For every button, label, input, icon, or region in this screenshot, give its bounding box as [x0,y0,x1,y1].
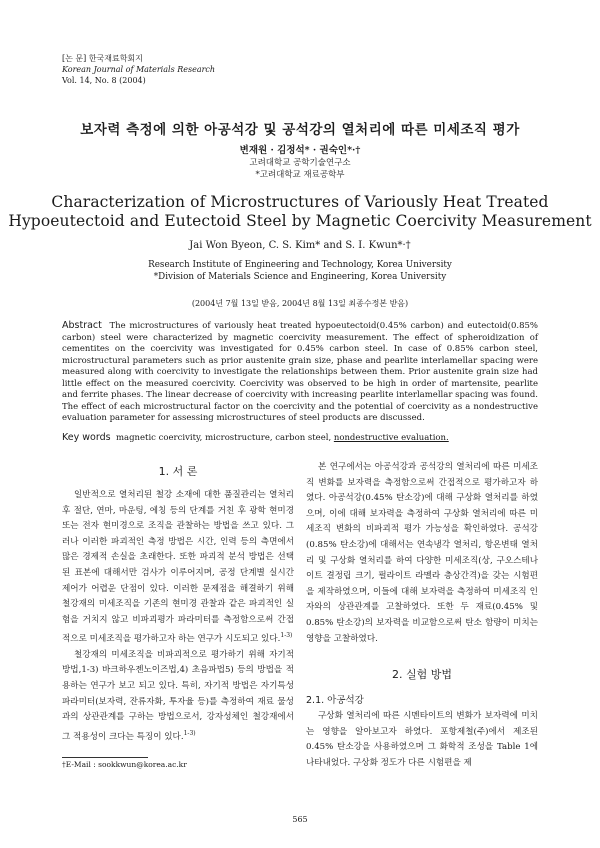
abstract-label: Abstract [62,320,102,331]
english-authors: Jai Won Byeon, C. S. Kim* and S. I. Kwun*·† [189,240,411,251]
korean-title: 보자력 측정에 의한 아공석강 및 공석강의 열처리에 따른 미세조직 평가 [80,122,520,138]
journal-name-english: Korean Journal of Materials Research [62,65,216,74]
intro-paragraph-2 [62,648,294,745]
intro-paragraph-1-ref: 1-3) [280,632,293,640]
journal-volume: Vol. 14, No. 8 (2004) [62,76,146,85]
english-affiliations [0,259,600,283]
subsection-paragraph-1: 구상화 열처리에 따른 시멘타이트의 변화가 보자력에 미치는 영향을 알아보고자 하였다. 포항제철(주)에서 제조된 0.45% 탄소강을 사용하였으며 그 화학적 조성을 Table 1에 나타내었다. 구상화 정도가 다른 시험편을 제 [306,711,538,768]
intro-paragraph-1-text: 일반적으로 열처리된 철강 소재에 대한 품질관리는 열처리 후 절단, 연마, 마운팅, 에칭 등의 단계를 거친 후 광학 현미경 또는 전자 현미경으로 조직을 관찰하는 방법을 쓰고 있다. 그러나 이러한 파괴적인 측정 방법은 시간, 인력 등의 측면에서 많은 경제적 손실을 초래한다. 또한 파괴적 분석 방법은 선택된 표본에 대해서만 검사가 이루어지며, 공정 단계별 실시간 제어가 어렵운 단점이 있다. 이러한 문제점을 해결하기 위해 철강재의 미세조직을 기존의 현미경 관찰과 같은 파괴적인 실험을 거치지 않고 비파괴평가 파라미터를 측정함으로써 간접적으로 미세조직을 평가하고자 하는 연구가 시도되고 있다. [62,490,294,645]
received-dates: (2004년 7월 13일 받음, 2004년 8월 13일 최종수정본 받음) [191,299,409,308]
intro-paragraph-2-ref: 1-3) [183,729,196,737]
english-title-line-2: Hypoeutectoid and Eutectoid Steel by Magnetic Coercivity Measurement [8,212,592,230]
english-affiliation-1: Research Institute of Engineering and Technology, Korea University [148,260,452,270]
section-heading-intro: 1. 서 론 [158,465,198,478]
korean-affiliation-1: 고려대학교 공학기술연구소 [249,158,351,168]
left-column [62,460,294,745]
korean-authors: 변재원 · 김정석* · 권숙인*·† [239,145,361,156]
right-column [306,460,538,772]
english-title-line-1: Characterization of Microstructures of Variously Heat Treated [51,193,549,211]
english-title [0,193,600,231]
english-affiliation-2: *Division of Materials Science and Engineering, Korea University [153,272,447,282]
intro-paragraph-2-text: 철강재의 미세조직을 비파괴적으로 평가하기 위해 자기적 방법,1-3) 바크하우젠노이즈법,4) 초음파법5) 등의 방법을 적용하는 연구가 보고 되고 있다. 특히, 자기적 방법은 자기특성 파라미터(보자력, 잔류자화, 투자율 등)를 측정하여 재료 물성과의 상관관계를 구하는 방법으로서, 강자성체인 철강재에서 그 적용성이 크다는 특징이 있다. [62,649,294,742]
intro-paragraph-1 [62,488,294,648]
subsection-heading: 2.1. 아공석강 [306,695,364,707]
footnote-rule [62,757,148,758]
abstract [62,320,538,425]
keywords-underlined: nondestructive evaluation. [333,433,449,443]
footnote-email: †E-Mail : sookkwun@korea.ac.kr [62,760,187,769]
korean-affiliation-2: *고려대학교 재료공학부 [255,170,345,180]
keywords-text: magnetic coercivity, microstructure, carbon steel, [115,433,332,443]
keywords-label: Key words [62,432,111,443]
section-heading-method: 2. 실험 방법 [392,668,452,682]
page-number: 565 [292,815,308,824]
korean-affiliations [0,157,600,181]
right-paragraph-1: 본 연구에서는 아공석강과 공석강의 열처리에 따른 미세조직 변화를 보자력을 측정함으로써 간접적으로 평가하고자 하였다. 아공석강(0.45% 탄소강)에 대해 구상화 열처리를 하였으며, 이에 대해 보자력을 측정하여 구상화 열처리에 따른 미세조직 변화의 비파괴적 평가 가능성을 확인하였다. 공석강(0.85% 탄소강)에 대해서는 연속냉각 열처리, 항온변태 열처리 및 구상화 열처리를 하여 다양한 미세조직(상, 구오스테나이트 결정립 크기, 펄라이트 라멜라 층상간격)을 갖는 시험편을 제작하였으며, 이들에 대해 보자력을 측정하여 미세조직 인자와의 상관관계를 고찰하였다. 또한 두 재료(0.45% 및 0.85% 탄소강)의 보자력을 비교함으로써 탄소 함량이 미치는 영향을 고찰하였다. [306,462,538,644]
abstract-text: The microstructures of variously heat treated hypoeutectoid(0.45% carbon) and eutectoid(0.85% carbon) steel were characterized by magnetic coercivity measurement. The effect of spheroidization of cementites on the coercivity was investigated for 0.45% carbon steel. In case of 0.85% carbon steel, microstructural parameters such as prior austenite grain size, phase and pearlite interlamellar spacing were measured along with coercivity to investigate the relationships between them. Prior austenite grain size had little effect on the measured coercivity. Coercivity was observed to be high in order of martensite, pearlite and ferrite phases. The linear decrease of coercivity with increasing pearlite interlamellar spacing was found. The effect of each microstructural factor on the coercivity and the potential of coercivity as a nondestructive evaluation parameter for assessing microstructures of steel products are discussed. [62,321,539,423]
keywords [62,432,538,444]
journal-name-korean: [논 문] 한국재료학회지 [62,54,143,63]
journal-header [62,53,215,86]
